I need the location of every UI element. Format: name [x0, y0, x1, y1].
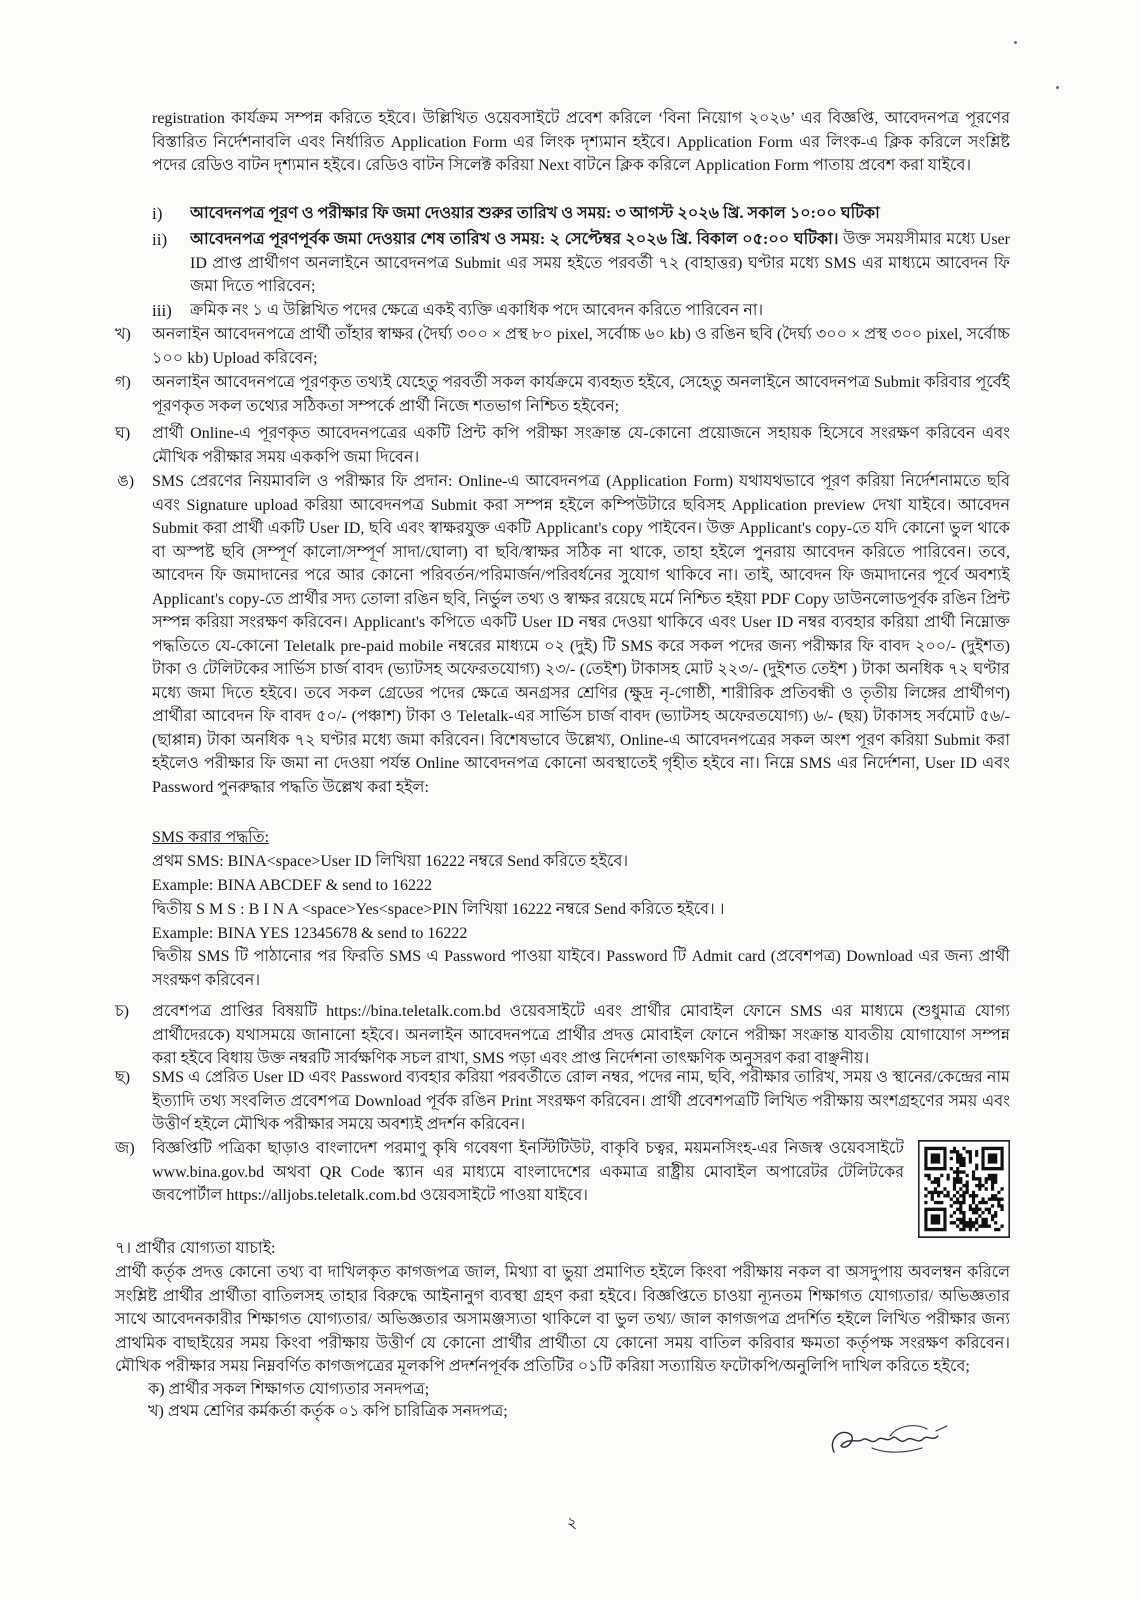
circular-availability-paragraph: বিজ্ঞপ্তিটি পত্রিকা ছাড়াও বাংলাদেশ পরমাণু কৃষি গবেষণা ইনস্টিটিউট, বাকৃবি চত্বর, ময়মনসিংহ-এর নিজস্ব ওয়েবসাইটে www.bina.gov.bd অথবা QR Code স্ক্যান এর মাধ্যমে বাংলাদেশের একমাত্র রাষ্ট্রীয় মোবাইল অপারেটর টেলিটকের জবপোর্টাল https://alljobs.teletalk.com.bd ওয়েবসাইটে পাওয়া যাইবে। [152, 1140, 904, 1204]
item-label-umo: ঙ) [117, 473, 135, 490]
document-item-label: ক) [148, 1381, 165, 1398]
item-label-iii: iii) [152, 301, 172, 320]
item-label-jha: জ) [115, 1140, 135, 1157]
print-copy-paragraph: প্রার্থী Online-এ পূরণকৃত আবেদনপত্রের একটি প্রিন্ট কপি পরীক্ষা সংক্রান্ত যে-কোনো প্রয়োজনে সহায়ক হিসেবে সংরক্ষণ করিবেন এবং মৌখিক পরীক্ষার সময় এককপি জমা দিবেন। [152, 425, 1010, 466]
second-sms-example: Example: BINA YES 12345678 & send to 16222 [152, 925, 468, 942]
item-label-gha: ঘ) [115, 425, 131, 442]
item-label-cha: চ) [115, 1003, 129, 1020]
scan-speck [1056, 86, 1059, 89]
scan-speck [1014, 41, 1017, 44]
signature [826, 1418, 956, 1464]
document-item [148, 1400, 848, 1424]
application-deadline-date: আবেদনপত্র পূরণপূর্বক জমা দেওয়ার শেষ তারিখ ও সময়: ২ সেপ্টেম্বর ২০২৬ খ্রি. বিকাল ০৫:০০ ঘটিকা। [190, 231, 839, 248]
document-item-label: খ) [148, 1403, 164, 1420]
password-note-paragraph: দ্বিতীয় SMS টি পাঠানোর পর ফিরতি SMS এ Password পাওয়া যাইবে। Password টি Admit card (প্রবেশপত্র) Download এর জন্য প্রার্থী সংরক্ষণ করিবেন। [152, 948, 1010, 989]
qualification-heading: ৭। প্রার্থীর যোগ্যতা যাচাই: [115, 1240, 276, 1257]
page-number: ২ [566, 1515, 578, 1532]
registration-paragraph: registration কার্যক্রম সম্পন্ন করিতে হইবে। উল্লিখিত ওয়েবসাইটে প্রবেশ করিলে ‘বিনা নিয়োগ ২০২৬’ এর বিজ্ঞপ্তি, আবেদনপত্র পূরণের বিস্তারিত নির্দেশনাবলি এবং নির্ধারিত Application Form এর লিংক দৃশ্যমান হইবে। Application Form এর লিংক-এ ক্লিক করিলে সংশ্লিষ্ট পদের রেডিও বাটন দৃশ্যমান হইবে। রেডিও বাটন সিলেক্ট করিয়া Next বাটনে ক্লিক করিলে Application Form পাতায় প্রবেশ করা যাইবে। [152, 110, 1010, 174]
item-label-i: i) [152, 204, 163, 223]
qualification-paragraph: প্রার্থী কর্তৃক প্রদত্ত কোনো তথ্য বা দাখিলকৃত কাগজপত্র জাল, মিথ্যা বা ভুয়া প্রমাণিত হইলে কিংবা পরীক্ষায় নকল বা অসদুপায় অবলম্বন করিলে সংশ্লিষ্ট প্রার্থীর প্রার্থীতা বাতিলসহ তাহার বিরুদ্ধে আইনানুগ ব্যবস্থা গ্রহণ করা হইবে। বিজ্ঞপ্তিতে চাওয়া ন্যূনতম শিক্ষাগত যোগ্যতার/ অভিজ্ঞতার সাথে আবেদনকারীর শিক্ষাগত যোগ্যতার/ অভিজ্ঞতার অসামঞ্জস্যতা থাকিলে বা ভুল তথ্য/ জাল কাগজপত্র প্রদর্শিত হইলে লিখিত পরীক্ষার জন্য প্রাথমিক বাছাইয়ের সময় কিংবা পরীক্ষায় উত্তীর্ণ যে কোনো প্রার্থীর প্রার্থীতা যে কোনো সময় বাতিল করিবার ক্ষমতা কর্তৃপক্ষ সংরক্ষণ করিবেন। মৌখিক পরীক্ষার সময় নিম্নবর্ণিত কাগজপত্রের মূলকপি প্রদর্শনপূর্বক প্রতিটির ০১টি করিয়া সত্যায়িত ফটোকপি/অনুলিপি দাখিল করিতে হইবে; [115, 1264, 1010, 1375]
qr-code [918, 1140, 1010, 1238]
document-item [148, 1378, 848, 1402]
document-item-text: প্রথম শ্রেণির কর্মকর্তা কর্তৃক ০১ কপি চারিত্রিক সনদপত্র; [167, 1403, 508, 1420]
first-sms-example: Example: BINA ABCDEF & send to 16222 [152, 877, 432, 894]
item-label-chha: ছ) [115, 1069, 131, 1086]
item-label-ga: গ) [115, 374, 131, 391]
information-accuracy-paragraph: অনলাইন আবেদনপত্রে পূরণকৃত তথ্যই যেহেতু পরবর্তী সকল কার্যক্রমে ব্যবহৃত হইবে, সেহেতু অনলাইনে আবেদনপত্র Submit করিবার পূর্বেই পূরণকৃত সকল তথ্যের সঠিকতা সম্পর্কে প্রার্থী নিজে শতভাগ নিশ্চিত হইবেন; [152, 374, 1010, 415]
sms-procedure-heading: SMS করার পদ্ধতি: [152, 829, 270, 846]
item-label-ii: ii) [152, 230, 168, 249]
application-start-date: আবেদনপত্র পূরণ ও পরীক্ষার ফি জমা দেওয়ার শুরুর তারিখ ও সময়: ৩ আগস্ট ২০২৬ খ্রি. সকাল ১০:০০ ঘটিকা [190, 205, 880, 222]
photo-signature-upload-paragraph: অনলাইন আবেদনপত্রে প্রার্থী তাঁহার স্বাক্ষর (দৈর্ঘ্য ৩০০ × প্রস্থ ৮০ pixel, সর্বোচ্চ ৬০ kb) ও রঙিন ছবি (দৈর্ঘ্য ৩০০ × প্রস্থ ৩০০ pixel, সর্বোচ্চ ১০০ kb) Upload করিবেন; [152, 326, 1010, 367]
sms-fee-payment-paragraph: SMS প্রেরণের নিয়মাবলি ও পরীক্ষার ফি প্রদান: Online-এ আবেদনপত্র (Application Form) যথাযথভাবে পূরণ করিয়া নির্দেশনামতে ছবি এবং Signature upload করিয়া আবেদনপত্র Submit করা সম্পন্ন হইলে কম্পিউটারে ছবিসহ Application preview দেখা যাইবে। আবেদন Submit করা প্রার্থী একটি User ID, ছবি এবং স্বাক্ষরযুক্ত একটি Applicant's copy পাইবেন। উক্ত Applicant's copy-তে যদি কোনো ভুল থাকে বা অস্পষ্ট ছবি (সম্পূর্ণ কালো/সম্পূর্ণ সাদা/ঘোলা) বা ছবি/স্বাক্ষর সঠিক না থাকে, তাহা হইলে পুনরায় আবেদন করিতে পারিবেন। তবে, আবেদন ফি জমাদানের পরে আর কোনো পরিবর্তন/পরিমার্জন/পরিবর্ধনের সুযোগ থাকিবে না। তাই, আবেদন ফি জমাদানের পূর্বে অবশ্যই Applicant's copy-তে প্রার্থীর সদ্য তোলা রঙিন ছবি, নির্ভুল তথ্য ও স্বাক্ষর রয়েছে মর্মে নিশ্চিত হইয়া PDF Copy ডাউনলোডপূর্বক রঙিন প্রিন্ট সম্পন্ন করিয়া সংরক্ষণ করিবেন। Applicant's কপিতে একটি User ID নম্বর দেওয়া থাকিবে এবং User ID নম্বর ব্যবহার করিয়া প্রার্থী নিম্নোক্ত পদ্ধতিতে যে-কোনো Teletalk pre-paid mobile নম্বরের মাধ্যমে ০২ (দুই) টি SMS করে সকল পদের জন্য পরীক্ষার ফি বাবদ ২০০/- (দুইশত) টাকা ও টেলিটকের সার্ভিস চার্জ বাবদ (ভ্যাটসহ অফেরতযোগ্য) ২৩/- (তেইশ) টাকাসহ মোট ২২৩/- (দুইশত তেইশ ) টাকা অনধিক ৭২ ঘণ্টার মধ্যে জমা দিতে হইবে। তবে সকল গ্রেডের পদের ক্ষেত্রে অনগ্রসর শ্রেণির (ক্ষুদ্র নৃ-গোষ্ঠী, শারীরিক প্রতিবন্ধী ও তৃতীয় লিঙ্গের প্রার্থীগণ) প্রার্থীরা আবেদন ফি বাবদ ৫০/- (পঞ্চাশ) টাকা ও Teletalk-এর সার্ভিস চার্জ বাবদ (ভ্যাটসহ অফেরতযোগ্য) ৬/- (ছয়) টাকাসহ সর্বমোট ৫৬/- (ছাপ্পান্ন) টাকা অনধিক ৭২ ঘণ্টার মধ্যে জমা করিবেন। বিশেষভাবে উল্লেখ্য, Online-এ আবেদনপত্রের সকল অংশ পূরণ করিয়া Submit করা হইলেও পরীক্ষার ফি জমা না দেওয়া পর্যন্ত Online আবেদনপত্র কোনো অবস্থাতেই গৃহীত হইবে না। নিম্নে SMS এর নির্দেশনা, User ID এবং Password পুনরুদ্ধার পদ্ধতি উল্লেখ করা হইল: [152, 473, 1010, 796]
signature-stroke [832, 1432, 938, 1452]
admit-card-download-paragraph: SMS এ প্রেরিত User ID এবং Password ব্যবহার করিয়া পরবর্তীতে রোল নম্বর, পদের নাম, ছবি, পরীক্ষার তারিখ, সময় ও স্থানের/কেন্দ্রের নাম ইত্যাদি তথ্য সংবলিত প্রবেশপত্র Download পূর্বক রঙিন Print সংরক্ষণ করিবেন। প্রার্থী প্রবেশপত্রটি লিখিত পরীক্ষায় অংশগ্রহণের সময় এবং উত্তীর্ণ হইলে মৌখিক পরীক্ষার সময়ে অবশ্যই প্রদর্শন করিবেন। [152, 1069, 1010, 1133]
document-item-text: প্রার্থীর সকল শিক্ষাগত যোগ্যতার সনদপত্র; [168, 1381, 430, 1398]
application-deadline-item [190, 228, 1010, 299]
application-deadline-note: উক্ত সময়সীমার মধ্যে User ID প্রাপ্ত প্রার্থীগণ অনলাইনে আবেদনপত্র Submit এর সময় হইতে পরবর্তী ৭২ (বাহাত্তর) ঘণ্টার মধ্যে SMS এর মাধ্যমে আবেদন ফি জমা দিতে পারিবেন; [190, 231, 1010, 295]
item-label-kha: খ) [115, 326, 131, 343]
admit-card-notice-paragraph: প্রবেশপত্র প্রাপ্তির বিষয়টি https://bina.teletalk.com.bd ওয়েবসাইটে এবং প্রার্থীর মোবাইল ফোনে SMS এর মাধ্যমে (শুধুমাত্র যোগ্য প্রার্থীদেরকে) যথাসময়ে জানানো হইবে। অনলাইন আবেদনপত্রে প্রার্থীর প্রদত্ত মোবাইল ফোনে পরীক্ষা সংক্রান্ত যাবতীয় যোগাযোগ সম্পন্ন করা হইবে বিধায় উক্ত নম্বরটি সার্বক্ষণিক সচল রাখা, SMS পড়া এবং প্রাপ্ত নির্দেশনা তাৎক্ষণিক অনুসরণ করা বাঞ্ছনীয়। [152, 1003, 1010, 1067]
single-post-rule: ক্রমিক নং ১ এ উল্লিখিত পদের ক্ষেত্রে একই ব্যক্তি একাধিক পদে আবেদন করিতে পারিবেন না। [190, 302, 764, 319]
first-sms-instruction: প্রথম SMS: BINA<space>User ID লিখিয়া 16222 নম্বরে Send করিতে হইবে। [152, 853, 629, 870]
second-sms-instruction: দ্বিতীয় S M S : B I N A <space>Yes<space>PIN লিখিয়া 16222 নম্বরে Send করিতে হইবে। । [152, 901, 725, 918]
